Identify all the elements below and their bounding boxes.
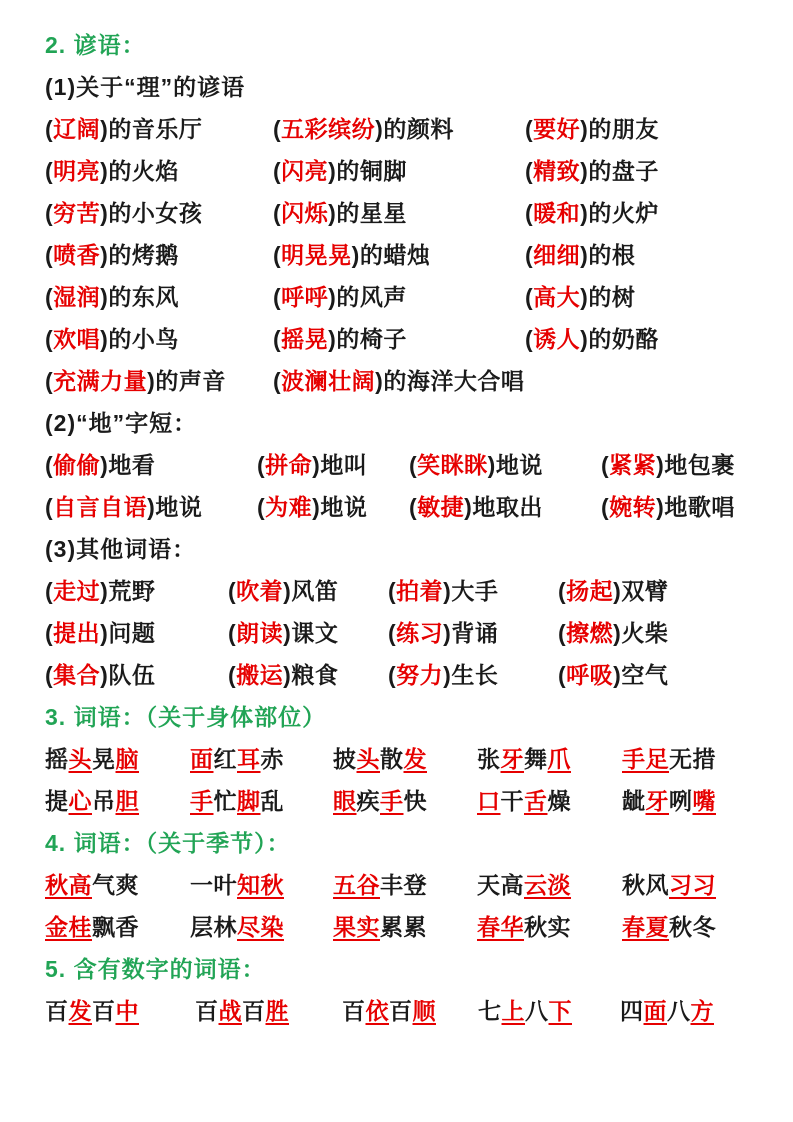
phrase-item (273, 234, 525, 276)
worksheet-section (45, 822, 765, 948)
highlighted-word: 方 (690, 998, 714, 1024)
phrase-row (45, 150, 765, 192)
phrase-item (45, 570, 228, 612)
plain-text: )地说 (487, 452, 543, 478)
plain-text: )地看 (100, 452, 156, 478)
phrase-item (333, 780, 477, 822)
highlighted-word: 为难 (265, 494, 313, 520)
plain-text: 百 (45, 998, 69, 1024)
highlighted-word: 充满力量 (53, 368, 148, 394)
highlighted-word: 闪烁 (281, 200, 329, 226)
highlighted-word: 自言自语 (53, 494, 148, 520)
plain-text: 咧 (669, 788, 693, 814)
highlighted-word: 牙 (645, 788, 669, 814)
block-subheading: (3)其他词语： (45, 536, 197, 562)
highlighted-word: 眼 (333, 788, 357, 814)
plain-text: )荒野 (100, 578, 156, 604)
plain-text: ( (45, 200, 54, 226)
plain-text: ( (409, 452, 418, 478)
phrase-item (228, 654, 388, 696)
plain-text: 披 (333, 746, 357, 772)
highlighted-word: 湿润 (53, 284, 101, 310)
plain-text: ( (228, 662, 237, 688)
phrase-item (257, 444, 409, 486)
plain-text: 七 (478, 998, 502, 1024)
plain-text: 八 (525, 998, 549, 1024)
phrase-item (45, 864, 190, 906)
highlighted-word: 集合 (53, 662, 101, 688)
phrase-row (45, 192, 765, 234)
highlighted-word: 金桂 (45, 914, 92, 940)
plain-text: ( (525, 200, 534, 226)
highlighted-word: 脑 (115, 746, 139, 772)
phrase-row (45, 864, 765, 906)
plain-text: 累累 (380, 914, 427, 940)
plain-text: 干 (500, 788, 524, 814)
plain-text: 气爽 (92, 872, 139, 898)
plain-text: ( (525, 242, 534, 268)
plain-text: ( (45, 620, 54, 646)
plain-text: )粮食 (283, 662, 339, 688)
plain-text: )风笛 (283, 578, 339, 604)
plain-text: )问题 (100, 620, 156, 646)
plain-text: )的颜料 (375, 116, 454, 142)
phrase-item (622, 906, 765, 948)
block-subheading: (1)关于“理”的谚语 (45, 74, 246, 100)
plain-text: 红 (213, 746, 237, 772)
plain-text: ( (45, 158, 54, 184)
highlighted-word: 扬起 (566, 578, 614, 604)
plain-text: )的椅子 (328, 326, 407, 352)
highlighted-word: 爪 (547, 746, 571, 772)
plain-text: )队伍 (100, 662, 156, 688)
worksheet-section (45, 696, 765, 822)
highlighted-word: 提出 (53, 620, 101, 646)
plain-text: 百 (342, 998, 366, 1024)
highlighted-word: 擦燃 (566, 620, 614, 646)
phrase-item (525, 108, 765, 150)
plain-text: )的火炉 (580, 200, 659, 226)
phrase-item (195, 990, 342, 1032)
plain-text: 秋风 (622, 872, 669, 898)
plain-text: ( (45, 284, 54, 310)
phrase-item (409, 486, 601, 528)
highlighted-word: 战 (218, 998, 242, 1024)
highlighted-word: 朗读 (236, 620, 284, 646)
phrase-item (190, 780, 333, 822)
plain-text: 提 (45, 788, 69, 814)
highlighted-word: 胜 (265, 998, 289, 1024)
plain-text: ( (273, 242, 282, 268)
plain-text: 飘香 (92, 914, 139, 940)
plain-text: )地包裹 (656, 452, 735, 478)
phrase-item (45, 276, 273, 318)
plain-text: ( (525, 158, 534, 184)
phrase-item (525, 234, 765, 276)
plain-text: ( (558, 620, 567, 646)
highlighted-word: 春夏 (622, 914, 669, 940)
plain-text: )生长 (443, 662, 499, 688)
section-heading: 5. 含有数字的词语： (45, 956, 266, 982)
highlighted-word: 波澜壮阔 (281, 368, 376, 394)
plain-text: ( (409, 494, 418, 520)
section-heading: 3. 词语：（关于身体部位） (45, 704, 327, 730)
plain-text: )地说 (147, 494, 203, 520)
phrase-row (45, 990, 765, 1032)
plain-text: 秋冬 (669, 914, 716, 940)
highlighted-word: 紧紧 (609, 452, 657, 478)
block-subheading: (2)“地”字短： (45, 410, 198, 436)
plain-text: ( (273, 326, 282, 352)
highlighted-word: 努力 (396, 662, 444, 688)
highlighted-word: 穷苦 (53, 200, 101, 226)
highlighted-word: 云淡 (524, 872, 571, 898)
highlighted-word: 头 (356, 746, 380, 772)
highlighted-word: 面 (190, 746, 214, 772)
plain-text: )的蜡烛 (351, 242, 431, 268)
phrase-row (45, 612, 765, 654)
highlighted-word: 舌 (524, 788, 548, 814)
phrase-item (478, 990, 620, 1032)
plain-text: ( (388, 578, 397, 604)
phrase-item (477, 738, 622, 780)
worksheet-content (45, 24, 765, 1032)
phrase-item (409, 444, 601, 486)
plain-text: )课文 (283, 620, 339, 646)
highlighted-word: 下 (548, 998, 572, 1024)
highlighted-word: 发 (403, 746, 427, 772)
phrase-item (333, 738, 477, 780)
phrase-item (333, 864, 477, 906)
plain-text: 摇 (45, 746, 69, 772)
plain-text: ( (45, 326, 54, 352)
plain-text: )的海洋大合唱 (375, 368, 525, 394)
plain-text: )的东风 (100, 284, 179, 310)
section-heading: 2. 谚语： (45, 32, 146, 58)
plain-text: 舞 (524, 746, 548, 772)
phrase-row (45, 444, 765, 486)
highlighted-word: 精致 (533, 158, 581, 184)
highlighted-word: 偷偷 (53, 452, 101, 478)
plain-text: )的根 (580, 242, 636, 268)
phrase-item (388, 570, 558, 612)
plain-text: ( (525, 284, 534, 310)
highlighted-word: 知秋 (237, 872, 284, 898)
plain-text: 散 (380, 746, 404, 772)
phrase-row (45, 906, 765, 948)
plain-text: )的奶酪 (580, 326, 659, 352)
plain-text: )背诵 (443, 620, 499, 646)
highlighted-word: 习习 (669, 872, 716, 898)
highlighted-word: 头 (68, 746, 92, 772)
phrase-row (45, 486, 765, 528)
section-heading: 4. 词语：（关于季节）： (45, 830, 291, 856)
phrase-row (45, 318, 765, 360)
highlighted-word: 欢唱 (53, 326, 101, 352)
plain-text: 疾 (356, 788, 380, 814)
phrase-item (45, 360, 273, 402)
plain-text: 层林 (190, 914, 237, 940)
plain-text: )地歌唱 (656, 494, 735, 520)
plain-text: 张 (477, 746, 501, 772)
highlighted-word: 明晃晃 (281, 242, 352, 268)
plain-text: 百 (389, 998, 413, 1024)
phrase-item (601, 486, 765, 528)
highlighted-word: 顺 (412, 998, 436, 1024)
plain-text: 龇 (622, 788, 646, 814)
plain-text: )的声音 (147, 368, 226, 394)
plain-text: ( (257, 494, 266, 520)
phrase-row (45, 108, 765, 150)
phrase-row (45, 234, 765, 276)
phrase-item (273, 276, 525, 318)
plain-text: 无措 (669, 746, 716, 772)
plain-text: ( (45, 116, 54, 142)
highlighted-word: 秋高 (45, 872, 92, 898)
phrase-item (333, 906, 477, 948)
plain-text: ( (45, 578, 54, 604)
phrase-item (228, 612, 388, 654)
highlighted-word: 发 (68, 998, 92, 1024)
phrase-item (45, 318, 273, 360)
plain-text: )大手 (443, 578, 499, 604)
phrase-item (477, 906, 622, 948)
plain-text: )的朋友 (580, 116, 659, 142)
highlighted-word: 细细 (533, 242, 581, 268)
highlighted-word: 春华 (477, 914, 524, 940)
phrase-item (558, 654, 765, 696)
phrase-item (622, 780, 765, 822)
highlighted-word: 拼命 (265, 452, 313, 478)
phrase-item (342, 990, 478, 1032)
plain-text: 丰登 (380, 872, 427, 898)
phrase-item (45, 444, 257, 486)
phrase-item (273, 192, 525, 234)
plain-text: 一叶 (190, 872, 237, 898)
highlighted-word: 笑眯眯 (417, 452, 488, 478)
plain-text: 百 (195, 998, 219, 1024)
plain-text: ( (45, 242, 54, 268)
phrase-item (45, 234, 273, 276)
phrase-item (45, 990, 195, 1032)
plain-text: ( (525, 116, 534, 142)
highlighted-word: 呼吸 (566, 662, 614, 688)
highlighted-word: 牙 (500, 746, 524, 772)
highlighted-word: 走过 (53, 578, 101, 604)
highlighted-word: 练习 (396, 620, 444, 646)
plain-text: )的小女孩 (100, 200, 203, 226)
plain-text: ( (273, 200, 282, 226)
phrase-item (525, 276, 765, 318)
highlighted-word: 尽染 (237, 914, 284, 940)
phrase-item (190, 906, 333, 948)
phrase-item (525, 318, 765, 360)
plain-text: ( (601, 494, 610, 520)
plain-text: )的火焰 (100, 158, 179, 184)
phrase-item (477, 864, 622, 906)
phrase-item (273, 108, 525, 150)
highlighted-word: 手 (190, 788, 214, 814)
highlighted-word: 上 (501, 998, 525, 1024)
phrase-item (45, 150, 273, 192)
plain-text: ( (525, 326, 534, 352)
plain-text: 晃 (92, 746, 116, 772)
highlighted-word: 要好 (533, 116, 581, 142)
plain-text: )的音乐厅 (100, 116, 203, 142)
highlighted-word: 婉转 (609, 494, 657, 520)
highlighted-word: 拍着 (396, 578, 444, 604)
highlighted-word: 闪亮 (281, 158, 329, 184)
phrase-row (45, 654, 765, 696)
plain-text: ( (45, 368, 54, 394)
phrase-item (45, 612, 228, 654)
highlighted-word: 面 (643, 998, 667, 1024)
plain-text: ( (45, 452, 54, 478)
phrase-item (273, 150, 525, 192)
phrase-row (45, 780, 765, 822)
highlighted-word: 耳 (237, 746, 261, 772)
plain-text: ( (273, 368, 282, 394)
highlighted-word: 搬运 (236, 662, 284, 688)
highlighted-word: 辽阔 (53, 116, 101, 142)
highlighted-word: 果实 (333, 914, 380, 940)
highlighted-word: 五彩缤纷 (281, 116, 376, 142)
phrase-item (273, 360, 525, 402)
plain-text: 秋实 (524, 914, 571, 940)
plain-text: 八 (667, 998, 691, 1024)
highlighted-word: 高大 (533, 284, 581, 310)
phrase-item (622, 864, 765, 906)
highlighted-word: 脚 (237, 788, 261, 814)
plain-text: ( (273, 284, 282, 310)
plain-text: )的盘子 (580, 158, 659, 184)
plain-text: 吊 (92, 788, 116, 814)
plain-text: )火柴 (613, 620, 669, 646)
phrase-item (601, 444, 765, 486)
worksheet-section (45, 24, 765, 696)
phrase-item (525, 150, 765, 192)
plain-text: 燥 (547, 788, 571, 814)
plain-text: )的风声 (328, 284, 407, 310)
plain-text: )的烤鹅 (100, 242, 179, 268)
plain-text: ( (228, 578, 237, 604)
plain-text: 百 (242, 998, 266, 1024)
phrase-row (45, 738, 765, 780)
plain-text: ( (388, 662, 397, 688)
highlighted-word: 喷香 (53, 242, 101, 268)
phrase-item (525, 192, 765, 234)
plain-text: 忙 (213, 788, 237, 814)
phrase-item (45, 486, 257, 528)
plain-text: )双臂 (613, 578, 669, 604)
highlighted-word: 口 (477, 788, 501, 814)
plain-text: )地取出 (464, 494, 543, 520)
plain-text: )的星星 (328, 200, 407, 226)
plain-text: 四 (620, 998, 644, 1024)
plain-text: ( (45, 494, 54, 520)
phrase-item (558, 612, 765, 654)
plain-text: ( (558, 662, 567, 688)
highlighted-word: 嘴 (692, 788, 716, 814)
highlighted-word: 手足 (622, 746, 669, 772)
plain-text: ( (45, 662, 54, 688)
plain-text: ( (601, 452, 610, 478)
plain-text: )的树 (580, 284, 636, 310)
plain-text: )的小鸟 (100, 326, 179, 352)
phrase-item (273, 318, 525, 360)
phrase-item (45, 654, 228, 696)
highlighted-word: 中 (115, 998, 139, 1024)
phrase-row (45, 276, 765, 318)
highlighted-word: 诱人 (533, 326, 581, 352)
phrase-row (45, 360, 765, 402)
highlighted-word: 五谷 (333, 872, 380, 898)
highlighted-word: 敏捷 (417, 494, 465, 520)
phrase-row (45, 570, 765, 612)
highlighted-word: 呼呼 (281, 284, 329, 310)
highlighted-word: 暖和 (533, 200, 581, 226)
highlighted-word: 心 (68, 788, 92, 814)
phrase-item (477, 780, 622, 822)
phrase-item (388, 654, 558, 696)
highlighted-word: 胆 (115, 788, 139, 814)
phrase-item (190, 864, 333, 906)
plain-text: )地说 (312, 494, 368, 520)
worksheet-section (45, 948, 765, 1032)
plain-text: ( (273, 116, 282, 142)
phrase-item (622, 738, 765, 780)
plain-text: 赤 (260, 746, 284, 772)
plain-text: ( (273, 158, 282, 184)
plain-text: 天高 (477, 872, 524, 898)
plain-text: 快 (403, 788, 427, 814)
phrase-item (228, 570, 388, 612)
highlighted-word: 摇晃 (281, 326, 329, 352)
phrase-item (45, 108, 273, 150)
highlighted-word: 手 (380, 788, 404, 814)
phrase-item (45, 906, 190, 948)
highlighted-word: 吹着 (236, 578, 284, 604)
plain-text: 百 (92, 998, 116, 1024)
phrase-item (45, 738, 190, 780)
phrase-item (558, 570, 765, 612)
phrase-item (45, 192, 273, 234)
plain-text: ( (388, 620, 397, 646)
plain-text: ( (228, 620, 237, 646)
highlighted-word: 依 (365, 998, 389, 1024)
plain-text: )空气 (613, 662, 669, 688)
phrase-item (388, 612, 558, 654)
highlighted-word: 明亮 (53, 158, 101, 184)
plain-text: ( (257, 452, 266, 478)
plain-text: )地叫 (312, 452, 368, 478)
plain-text: )的铜脚 (328, 158, 407, 184)
plain-text: 乱 (260, 788, 284, 814)
plain-text: ( (558, 578, 567, 604)
phrase-item (620, 990, 765, 1032)
phrase-item (190, 738, 333, 780)
phrase-item (45, 780, 190, 822)
phrase-item (257, 486, 409, 528)
